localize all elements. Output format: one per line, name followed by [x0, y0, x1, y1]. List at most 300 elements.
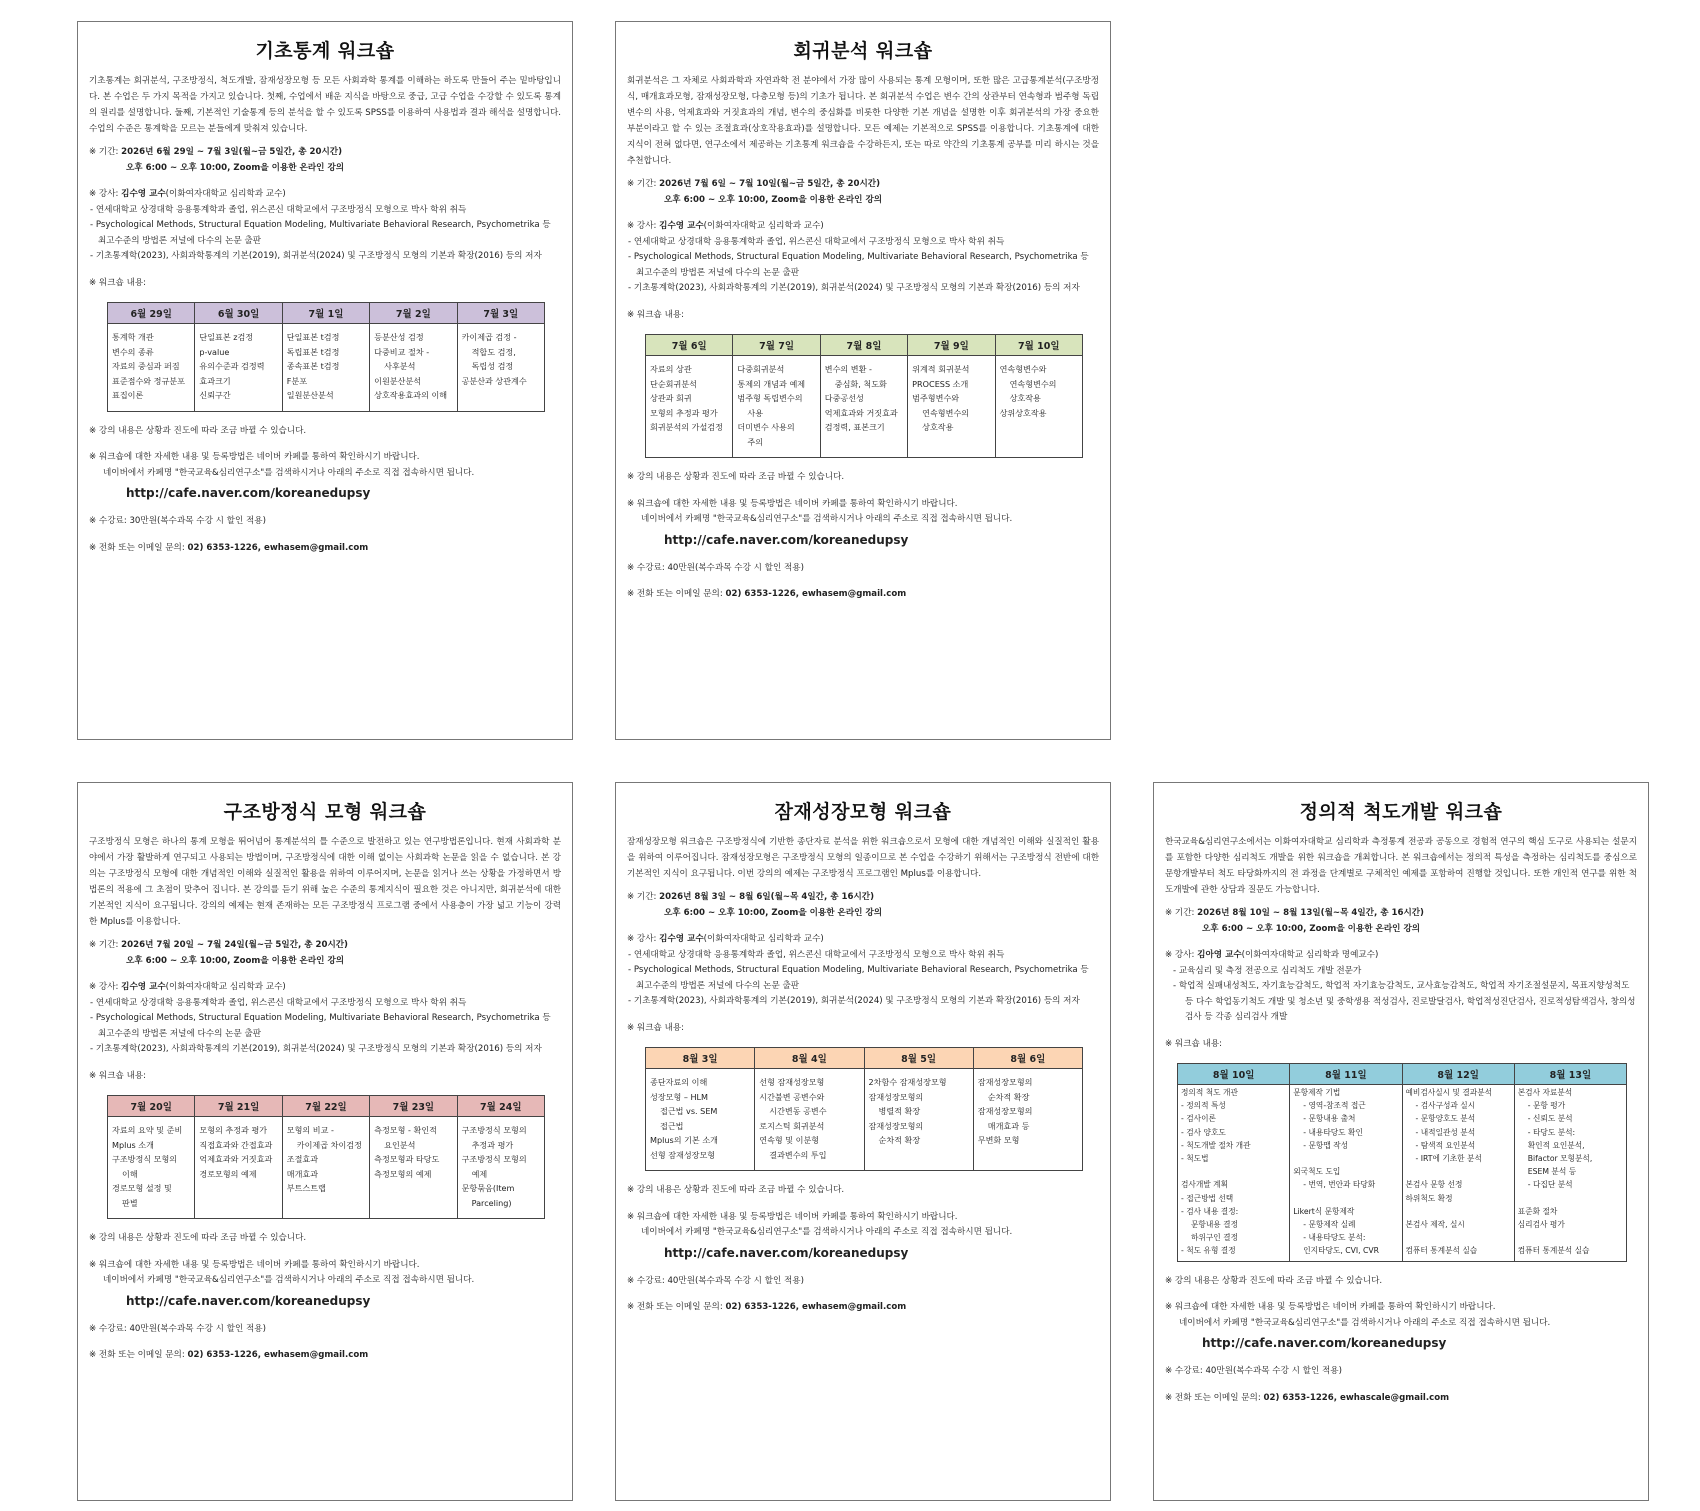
schedule-topic	[1293, 1192, 1398, 1205]
period-line	[89, 145, 561, 161]
registration-note-line1: ※ 워크숍에 대한 자세한 내용 및 등록방법은 네이버 카페를 통하여 확인하시기 바랍니다.	[627, 1211, 958, 1222]
schedule-cell	[733, 356, 820, 458]
cafe-url-link[interactable]: http://cafe.naver.com/koreanedupsy	[1202, 1336, 1447, 1351]
schedule-cell	[973, 1069, 1082, 1171]
schedule-topic: 컴퓨터 통계분석 실습	[1517, 1246, 1590, 1256]
schedule-day-header: 8월 3일	[646, 1048, 755, 1069]
bio-item: - 연세대학교 상경대학 응용통계학과 졸업, 위스콘신 대학교에서 구조방정식 모형으로 박사 학위 취득	[90, 997, 467, 1008]
lecturer-affiliation: (이화여자대학교 심리학과 교수)	[165, 982, 286, 992]
schedule-cell	[370, 324, 457, 412]
schedule-topic: 문항묶음(Item	[461, 1183, 515, 1193]
time-value: 오후 6:00 ~ 오후 10:00, Zoom을 이용한 온라인 강의	[126, 162, 345, 173]
schedule-topic: 경로모형의 예제	[199, 1168, 257, 1179]
lecturer-affiliation: (이화여자대학교 심리학과 명예교수)	[1241, 950, 1379, 960]
registration-note-line2: 네이버에서 카페명 "한국교육&심리연구소"를 검색하시거나 아래의 주소로 직접 접속하시면 됩니다.	[103, 1275, 475, 1285]
schedule-topic: 잠재성장모형의	[868, 1120, 924, 1131]
fee-note: ※ 수강료: 40만원(복수과목 수강 시 할인 적용)	[1165, 1366, 1342, 1377]
content-label: ※ 워크숍 내용:	[627, 1022, 685, 1033]
lecturer-affiliation: (이화여자대학교 심리학과 교수)	[165, 189, 286, 199]
registration-note-line2: 네이버에서 카페명 "한국교육&심리연구소"를 검색하시거나 아래의 주소로 직접 접속하시면 됩니다.	[1179, 1317, 1551, 1328]
schedule-topic: - 문항 평가	[1527, 1101, 1566, 1111]
schedule-topic: 모형의 비교 -	[286, 1125, 334, 1135]
registration-note	[627, 1210, 1099, 1263]
schedule-topic: - 내적일관성 분석	[1415, 1127, 1476, 1137]
schedule-topic: - 검사이론	[1181, 1114, 1216, 1124]
time-value: 오후 6:00 ~ 오후 10:00, Zoom을 이용한 온라인 강의	[664, 194, 883, 205]
schedule-cell	[457, 1117, 544, 1219]
schedule-change-note: ※ 강의 내용은 상황과 진도에 따라 조금 바뀔 수 있습니다.	[627, 1185, 845, 1195]
schedule-topic: 측정모형과 타당도	[374, 1154, 440, 1164]
schedule-topic: 억제효과와 거짓효과	[199, 1154, 273, 1164]
bio-item: - 기초통계학(2023), 사회과학통계의 기본(2019), 회귀분석(2024) 및 구조방정식 모형의 기본과 확장(2016) 등의 저자	[90, 1044, 542, 1054]
schedule-topic: - 척도법	[1181, 1154, 1209, 1164]
bio-item: - 학업적 실패내성척도, 자기효능감척도, 학업적 자기효능감척도, 교사효능감척도, 학업적 자기조절설문지, 목표지향성척도 등 다수 학업동기척도 개발 및 청소년 및 중학생용 적성검사, 진로발달검사, 학업적성진단검사, 진로적성탐색검사, 창의성검사 등 각종 심리검사 개발	[1173, 981, 1636, 1022]
schedule-topic: 2차함수 잠재성장모형	[868, 1077, 947, 1087]
lecturer-name: 김수영 교수	[121, 189, 166, 199]
schedule-change-note: ※ 강의 내용은 상황과 진도에 따라 조금 바뀔 수 있습니다.	[627, 472, 845, 482]
schedule-topic: 요인분석	[384, 1139, 416, 1150]
schedule-topic: Mplus의 기본 소개	[650, 1135, 718, 1145]
schedule-day-header: 7월 10일	[995, 335, 1082, 356]
schedule-topic: 본검사 제작, 실시	[1405, 1220, 1465, 1230]
schedule-day-header: 8월 12일	[1402, 1064, 1514, 1085]
contact-line	[89, 541, 561, 557]
schedule-topic: - 탐색적 요인분석	[1415, 1140, 1476, 1150]
schedule-topic: 자료의 중심과 퍼짐	[112, 361, 180, 371]
schedule-topic: 유의수준과 검정력	[199, 361, 265, 371]
lecturer-section	[627, 932, 1099, 1010]
schedule-topic: 사후분석	[384, 361, 416, 371]
schedule-topic: 단일표본 t검정	[286, 332, 340, 342]
schedule-topic: 상호작용효과의 이해	[374, 390, 448, 400]
schedule-table	[1177, 1063, 1627, 1262]
intro-paragraph: 회귀분석은 그 자체로 사회과학과 자연과학 전 분야에서 가장 많이 사용되는 통계 모형이며, 또한 많은 고급통계분석(구조방정식, 매개효과모형, 잠재성장모형, 다층모형 등)의 기초가 됩니다. 본 회귀분석 수업은 변수 간의 상관부터 연속형과 범주형 독립변수의 사용, 억제효과와 거짓효과의 개념, 변수의 중심화를 비롯한 다양한 기본 개념을 설명한 이후 회귀분석의 가장 중요한 부분이라고 할 수 있는 조절효과(상호작용효과)를 설명합니다. 모든 예제는 기본적으로 SPSS를 이용합니다. 기초통계에 대한 지식이 전혀 없다면, 연구소에서 제공하는 기초통계 워크숍을 수강하든지, 또는 따로 약간의 기초통계 공부를 미리 하시는 것을 추천합니다.	[627, 76, 1099, 166]
schedule-topic: 중심화, 척도화	[834, 378, 887, 389]
schedule-topic: 접근법 vs. SEM	[660, 1106, 718, 1116]
schedule-topic: 추정과 평가	[471, 1139, 514, 1150]
period-label: ※ 기간:	[627, 892, 660, 902]
schedule-topic: 측정모형의 예제	[374, 1168, 432, 1179]
schedule-topic: 변수의 변환 -	[824, 364, 872, 374]
schedule-day-header: 8월 4일	[755, 1048, 864, 1069]
lecturer-line	[89, 187, 561, 203]
contact-label: ※ 전화 또는 이메일 문의:	[627, 1302, 726, 1312]
schedule-day-header: 6월 29일	[108, 303, 195, 324]
schedule-topic: 시간불변 공변수와	[759, 1091, 825, 1102]
schedule-topic: 상관과 회귀	[650, 393, 692, 403]
period-value: 2026년 6월 29일 ~ 7월 3일(월~금 5일간, 총 20시간)	[121, 147, 343, 157]
lecturer-section	[627, 219, 1099, 297]
schedule-topic: 자료의 요약 및 준비	[112, 1125, 183, 1135]
schedule-topic: 자료의 상관	[650, 364, 692, 374]
schedule-topic: 일원분산분석	[286, 390, 334, 400]
schedule-topic: 순차적 확장	[987, 1091, 1030, 1102]
schedule-topic: 종단자료의 이해	[650, 1077, 708, 1087]
schedule-topic: 연속형변수의	[922, 407, 970, 418]
schedule-day-header: 7월 20일	[108, 1096, 195, 1117]
cafe-url-link[interactable]: http://cafe.naver.com/koreanedupsy	[664, 1245, 909, 1260]
schedule-day-header: 7월 23일	[370, 1096, 457, 1117]
schedule-topic: 본검사 문항 선정	[1405, 1180, 1463, 1190]
schedule-day-header: 7월 24일	[457, 1096, 544, 1117]
schedule-table	[107, 1095, 545, 1219]
contact-value[interactable]: 02) 6353-1226, ewhasem@gmail.com	[187, 542, 369, 553]
schedule-topic: 선형 잠재성장모형	[759, 1077, 825, 1087]
schedule-day-header: 8월 10일	[1178, 1064, 1290, 1085]
schedule-topic: 선형 잠재성장모형	[650, 1149, 716, 1160]
schedule-topic: - 문항맵 작성	[1303, 1140, 1349, 1150]
lecturer-section	[1165, 948, 1637, 1026]
schedule-topic: 성장모형 – HLM	[650, 1091, 709, 1102]
schedule-topic: 단일표본 z검정	[199, 332, 254, 342]
flyer-page	[615, 21, 1111, 740]
schedule-day-header: 7월 21일	[195, 1096, 282, 1117]
schedule-topic: 측정모형 - 확인적	[374, 1125, 437, 1135]
schedule-topic: - 다집단 분석	[1527, 1180, 1573, 1190]
schedule-topic: 확인적 요인분석,	[1527, 1140, 1585, 1150]
lecturer-label: ※ 강사:	[1165, 950, 1198, 960]
lecturer-name: 김수영 교수	[659, 934, 704, 944]
schedule-topic	[1518, 1192, 1623, 1205]
registration-note	[89, 1258, 561, 1311]
schedule-topic: - 척도개발 절차 개관	[1181, 1140, 1251, 1150]
schedule-topic: 모형의 추정과 평가	[199, 1125, 268, 1135]
schedule-topic: 외국척도 도입	[1293, 1167, 1341, 1177]
schedule-topic: 공분산과 상관계수	[461, 375, 527, 386]
contact-line	[1165, 1391, 1637, 1407]
lecturer-line	[627, 932, 1099, 948]
schedule-topic: Bifactor 모형분석,	[1527, 1154, 1593, 1164]
contact-value[interactable]: 02) 6353-1226, ewhasem@gmail.com	[187, 1350, 369, 1360]
schedule-cell	[1178, 1085, 1290, 1262]
schedule-topic: 접근법	[660, 1120, 684, 1131]
schedule-cell	[195, 324, 282, 412]
schedule-topic: 검사개발 계획	[1181, 1180, 1229, 1190]
bio-item: - 교육심리 및 측정 전공으로 심리척도 개발 전문가	[1173, 965, 1362, 976]
schedule-table	[645, 1047, 1083, 1171]
registration-note-line2: 네이버에서 카페명 "한국교육&심리연구소"를 검색하시거나 아래의 주소로 직접 접속하시면 됩니다.	[641, 514, 1013, 524]
period-label: ※ 기간:	[89, 147, 122, 157]
registration-note	[89, 450, 561, 503]
contact-value[interactable]: 02) 6353-1226, ewhasem@gmail.com	[725, 1302, 907, 1312]
schedule-cell	[282, 1117, 369, 1219]
schedule-topic: 조절효과	[286, 1154, 319, 1164]
schedule-topic: 구조방정식 모형의	[112, 1154, 178, 1164]
schedule-topic: Parceling)	[471, 1197, 512, 1208]
lecturer-line	[627, 219, 1099, 235]
fee-note: ※ 수강료: 40만원(복수과목 수강 시 할인 적용)	[627, 562, 804, 573]
contact-line	[627, 1300, 1099, 1316]
time-value: 오후 6:00 ~ 오후 10:00, Zoom을 이용한 온라인 강의	[1202, 923, 1421, 934]
page-title: 정의적 척도개발 워크숍	[1299, 801, 1503, 823]
lecturer-name: 김아영 교수	[1197, 950, 1242, 960]
schedule-topic: 표집이론	[112, 390, 144, 400]
schedule-topic: - 내용타당도 확인	[1303, 1127, 1363, 1137]
schedule-topic: - 문항제작 실례	[1303, 1220, 1356, 1230]
schedule-cell	[646, 356, 733, 458]
schedule-topic: - 문항내용 출처	[1303, 1114, 1356, 1124]
schedule-cell	[282, 324, 369, 412]
schedule-topic: - 문항양호도 분석	[1415, 1114, 1476, 1124]
schedule-topic: Mplus 소개	[112, 1139, 154, 1150]
period-value: 2026년 7월 6일 ~ 7월 10일(월~금 5일간, 총 20시간)	[659, 179, 881, 189]
schedule-topic: 매개효과	[286, 1168, 319, 1179]
bio-item: - 연세대학교 상경대학 응용통계학과 졸업, 위스콘신 대학교에서 구조방정식 모형으로 박사 학위 취득	[90, 204, 467, 215]
schedule-topic: 등분산성 검정	[374, 332, 424, 342]
schedule-topic: 로지스틱 회귀분석	[759, 1120, 825, 1131]
schedule-topic: - 척도 유형 결정	[1181, 1246, 1236, 1256]
schedule-cell	[195, 1117, 282, 1219]
registration-note-line1: ※ 워크숍에 대한 자세한 내용 및 등록방법은 네이버 카페를 통하여 확인하시기 바랍니다.	[627, 498, 958, 509]
schedule-topic: 판별	[122, 1197, 138, 1208]
lecturer-label: ※ 강사:	[89, 189, 122, 199]
period-line	[89, 938, 561, 954]
lecturer-line	[89, 980, 561, 996]
schedule-cell	[864, 1069, 973, 1171]
schedule-topic: 경로모형 설정 및	[112, 1183, 172, 1193]
schedule-topic: 범주형 독립변수의	[737, 393, 803, 403]
schedule-topic: 문항내용 결정	[1191, 1220, 1239, 1230]
schedule-day-header: 8월 5일	[864, 1048, 973, 1069]
lecturer-label: ※ 강사:	[89, 982, 122, 992]
schedule-cell	[646, 1069, 755, 1171]
fee-note: ※ 수강료: 40만원(복수과목 수강 시 할인 적용)	[89, 1323, 266, 1334]
bio-item: - 연세대학교 상경대학 응용통계학과 졸업, 위스콘신 대학교에서 구조방정식 모형으로 박사 학위 취득	[628, 236, 1005, 247]
intro-paragraph: 잠재성장모형 워크숍은 구조방정식에 기반한 종단자료 분석을 위한 워크숍으로서 모형에 대한 개념적인 이해와 실질적인 활용을 위하여 이루어집니다. 잠재성장모형은 구조방정식 모형의 일종이므로 본 수업을 수강하기 위해서는 구조방정식 전반에 대한 기본적인 지식이 요구됩니다. 이번 강의의 예제는 구조방정식 프로그램인 Mplus를 이용합니다.	[627, 837, 1099, 879]
schedule-day-header: 7월 1일	[282, 303, 369, 324]
period-line	[627, 177, 1099, 193]
lecturer-label: ※ 강사:	[627, 934, 660, 944]
bio-item: - 기초통계학(2023), 사회과학통계의 기본(2019), 회귀분석(2024) 및 구조방정식 모형의 기본과 확장(2016) 등의 저자	[90, 251, 542, 261]
time-value: 오후 6:00 ~ 오후 10:00, Zoom을 이용한 온라인 강의	[126, 955, 345, 966]
schedule-topic: 시간변동 공변수	[769, 1106, 827, 1116]
schedule-topic: 컴퓨터 통계분석 실습	[1405, 1246, 1478, 1256]
schedule-topic: 예비검사실시 및 결과분석	[1405, 1088, 1493, 1097]
schedule-topic: - 검사 내용 결정:	[1181, 1206, 1239, 1216]
contact-label: ※ 전화 또는 이메일 문의:	[89, 1350, 188, 1360]
schedule-cell	[908, 356, 995, 458]
intro-paragraph: 한국교육&심리연구소에서는 이화여자대학교 심리학과 측정통계 전공과 공동으로 경험적 연구의 핵심 도구로 사용되는 설문지를 포함한 다양한 심리척도 개발을 위한 워크숍을 개최합니다. 본 워크숍에서는 정의적 특성을 측정하는 심리척도를 중심으로 문항개발부터 척도 타당화까지의 전 과정을 단계별로 구체적인 예제를 포함하여 진행할 것입니다. 또한 개인적 연구를 위한 척도개발에 관한 상담과 질문도 가능합니다.	[1165, 837, 1637, 895]
schedule-day-header: 8월 6일	[973, 1048, 1082, 1069]
schedule-topic: p-value	[199, 346, 230, 357]
registration-note-line1: ※ 워크숍에 대한 자세한 내용 및 등록방법은 네이버 카페를 통하여 확인하시기 바랍니다.	[89, 1259, 420, 1270]
period-label: ※ 기간:	[627, 179, 660, 189]
schedule-day-header: 6월 30일	[195, 303, 282, 324]
schedule-topic: 잠재성장모형의	[977, 1106, 1033, 1116]
schedule-topic: 다중회귀분석	[737, 364, 785, 374]
page-title: 기초통계 워크숍	[255, 40, 395, 62]
content-label: ※ 워크숍 내용:	[1165, 1038, 1223, 1049]
content-label: ※ 워크숍 내용:	[89, 277, 147, 288]
fee-note: ※ 수강료: 40만원(복수과목 수강 시 할인 적용)	[627, 1275, 804, 1286]
schedule-topic: ESEM 분석 등	[1527, 1167, 1577, 1177]
schedule-topic: 연속형 및 이분형	[759, 1135, 820, 1145]
schedule-topic: 주의	[747, 436, 764, 447]
schedule-cell	[108, 1117, 195, 1219]
lecturer-affiliation: (이화여자대학교 심리학과 교수)	[703, 221, 824, 231]
registration-note-line1: ※ 워크숍에 대한 자세한 내용 및 등록방법은 네이버 카페를 통하여 확인하시기 바랍니다.	[89, 452, 420, 462]
schedule-change-note: ※ 강의 내용은 상황과 진도에 따라 조금 바뀔 수 있습니다.	[89, 425, 307, 436]
schedule-cell	[457, 324, 544, 412]
schedule-topic: Likert식 문항제작	[1293, 1206, 1355, 1216]
schedule-topic: - 정의적 특성	[1181, 1101, 1226, 1111]
schedule-topic: 위계적 회귀분석	[912, 364, 970, 374]
period-section	[89, 938, 561, 969]
flyer-page	[615, 782, 1111, 1501]
schedule-topic: 단순회귀분석	[650, 378, 697, 389]
schedule-topic	[1406, 1165, 1511, 1178]
period-value: 2026년 7월 20일 ~ 7월 24일(월~금 5일간, 총 20시간)	[121, 940, 348, 950]
schedule-topic: 순차적 확장	[878, 1135, 921, 1145]
schedule-cell	[1290, 1085, 1402, 1262]
schedule-topic: 카이제곱 차이검정	[296, 1139, 362, 1150]
schedule-topic: - 번역, 번안과 타당화	[1303, 1180, 1376, 1190]
schedule-change-note: ※ 강의 내용은 상황과 진도에 따라 조금 바뀔 수 있습니다.	[89, 1233, 307, 1243]
schedule-day-header: 7월 7일	[733, 335, 820, 356]
bio-item: - Psychological Methods, Structural Equation Modeling, Multivariate Behavioral Research, Psychometrika 등 최고수준의 방법론 저널에 다수의 논문 출판	[90, 220, 551, 246]
page-title: 회귀분석 워크숍	[793, 40, 933, 62]
cafe-url-link[interactable]: http://cafe.naver.com/koreanedupsy	[126, 486, 371, 500]
intro-paragraph: 구조방정식 모형은 하나의 통계 모형을 뛰어넘어 통계분석의 틀 수준으로 발전하고 있는 연구방법론입니다. 현재 사회과학 분야에서 가장 활발하게 연구되고 사용되는 방법이며, 구조방정식에 대한 이해 없이는 사회과학 논문을 읽을 수 없습니다. 본 강의는 구조방정식 모형에 대한 개념적인 이해와 실질적인 활용을 위하여 이루어지며, 논문을 읽거나 쓰는 상황을 가정하면서 방법론의 적용에 그 초점이 맞추어 집니다. 본 강의를 듣기 위해 높은 수준의 통계지식이 필요한 것은 아니지만, 회귀분석에 대한 기본적인 지식이 요구됩니다. 강의의 예제는 현재 존재하는 모든 구조방정식 프로그램 중에서 사용층이 가장 넓고 기능이 강력한 Mplus를 이용합니다.	[89, 837, 561, 927]
schedule-topic	[1406, 1205, 1511, 1218]
bio-item: - Psychological Methods, Structural Equation Modeling, Multivariate Behavioral Research, Psychometrika 등 최고수준의 방법론 저널에 다수의 논문 출판	[90, 1013, 551, 1039]
fee-note: ※ 수강료: 30만원(복수과목 수강 시 할인 적용)	[89, 516, 266, 526]
schedule-topic	[1406, 1231, 1511, 1244]
schedule-topic: F분포	[286, 375, 308, 386]
schedule-topic: 예제	[471, 1168, 488, 1179]
content-label: ※ 워크숍 내용:	[89, 1070, 147, 1081]
schedule-topic: 하위척도 확정	[1405, 1193, 1453, 1203]
schedule-topic: - 타당도 분석:	[1527, 1127, 1576, 1137]
lecturer-name: 김수영 교수	[659, 221, 704, 231]
schedule-topic: 잠재성장모형의	[868, 1091, 924, 1102]
schedule-topic: 상위상호작용	[999, 407, 1047, 418]
contact-line	[627, 587, 1099, 603]
schedule-day-header: 8월 13일	[1514, 1064, 1626, 1085]
schedule-topic	[1293, 1152, 1398, 1165]
registration-note	[1165, 1300, 1637, 1353]
lecturer-section	[89, 187, 561, 265]
schedule-topic: 더미변수 사용의	[737, 422, 795, 432]
page-title: 구조방정식 모형 워크숍	[223, 801, 427, 823]
lecturer-name: 김수영 교수	[121, 982, 166, 992]
schedule-topic: 구조방정식 모형의	[461, 1154, 527, 1164]
schedule-topic: 연속형변수와	[999, 364, 1047, 374]
period-value: 2026년 8월 3일 ~ 8월 6일(월~목 4일간, 총 16시간)	[659, 892, 875, 902]
schedule-topic: 연속형변수의	[1009, 378, 1057, 389]
period-section	[627, 890, 1099, 921]
schedule-topic: 결과변수의 투입	[769, 1149, 827, 1160]
schedule-topic: 하위구인 결정	[1191, 1233, 1239, 1243]
lecturer-section	[89, 980, 561, 1058]
schedule-topic: 문항제작 기법	[1293, 1088, 1341, 1097]
schedule-topic: 회귀분석의 가설검정	[650, 422, 723, 432]
schedule-topic: 직접효과와 간접효과	[199, 1139, 273, 1150]
schedule-topic: 부트스트랩	[286, 1183, 326, 1193]
schedule-day-header: 7월 2일	[370, 303, 457, 324]
period-line	[1165, 906, 1637, 922]
contact-value[interactable]: 02) 6353-1226, ewhascale@gmail.com	[1263, 1392, 1450, 1403]
schedule-topic	[1518, 1231, 1623, 1244]
schedule-topic: 표준화 절차	[1517, 1206, 1558, 1216]
period-value: 2026년 8월 10일 ~ 8월 13일(월~목 4일간, 총 16시간)	[1197, 908, 1424, 918]
lecturer-line	[1165, 948, 1637, 964]
cafe-url-link[interactable]: http://cafe.naver.com/koreanedupsy	[664, 532, 909, 547]
schedule-change-note: ※ 강의 내용은 상황과 진도에 따라 조금 바뀔 수 있습니다.	[1165, 1275, 1383, 1286]
schedule-topic: - IRT에 기초한 분석	[1415, 1154, 1482, 1164]
schedule-topic	[1181, 1165, 1286, 1178]
schedule-topic: 본검사 자료분석	[1517, 1088, 1573, 1097]
schedule-topic: PROCESS 소개	[912, 378, 969, 389]
schedule-cell	[755, 1069, 864, 1171]
lecturer-label: ※ 강사:	[627, 221, 660, 231]
schedule-topic: 무변화 모형	[977, 1135, 1020, 1145]
schedule-cell	[820, 356, 907, 458]
schedule-day-header: 8월 11일	[1290, 1064, 1402, 1085]
schedule-topic: 검정력, 표본크기	[824, 422, 885, 432]
contact-line	[89, 1348, 561, 1364]
contact-value[interactable]: 02) 6353-1226, ewhasem@gmail.com	[725, 589, 907, 599]
schedule-topic: 카이제곱 검정 -	[461, 332, 517, 342]
schedule-topic: 심리검사 평가	[1517, 1220, 1565, 1230]
schedule-cell	[1514, 1085, 1626, 1262]
schedule-topic: 이원분산분석	[374, 375, 422, 386]
bio-item: - 기초통계학(2023), 사회과학통계의 기본(2019), 회귀분석(2024) 및 구조방정식 모형의 기본과 확장(2016) 등의 저자	[628, 283, 1080, 293]
schedule-topic: 이해	[122, 1168, 138, 1179]
schedule-topic: 병렬적 확장	[878, 1106, 921, 1116]
period-label: ※ 기간:	[89, 940, 122, 950]
period-section	[1165, 906, 1637, 937]
bio-item: - Psychological Methods, Structural Equation Modeling, Multivariate Behavioral Research, Psychometrika 등 최고수준의 방법론 저널에 다수의 논문 출판	[628, 252, 1089, 278]
bio-item: - 연세대학교 상경대학 응용통계학과 졸업, 위스콘신 대학교에서 구조방정식 모형으로 박사 학위 취득	[628, 949, 1005, 960]
registration-note	[627, 497, 1099, 550]
schedule-topic: 인지타당도, CVI, CVR	[1303, 1246, 1380, 1256]
schedule-topic: - 접근방법 선택	[1181, 1193, 1234, 1203]
schedule-cell	[1402, 1085, 1514, 1262]
schedule-topic: 잠재성장모형의	[977, 1077, 1033, 1087]
schedule-topic: 변수의 종류	[112, 346, 154, 357]
bio-item: - 기초통계학(2023), 사회과학통계의 기본(2019), 회귀분석(2024) 및 구조방정식 모형의 기본과 확장(2016) 등의 저자	[628, 996, 1080, 1006]
schedule-day-header: 7월 6일	[646, 335, 733, 356]
contact-label: ※ 전화 또는 이메일 문의:	[627, 589, 726, 599]
registration-note-line1: ※ 워크숍에 대한 자세한 내용 및 등록방법은 네이버 카페를 통하여 확인하시기 바랍니다.	[1165, 1302, 1496, 1313]
schedule-day-header: 7월 3일	[457, 303, 544, 324]
schedule-topic: 구조방정식 모형의	[461, 1125, 527, 1135]
registration-note-line2: 네이버에서 카페명 "한국교육&심리연구소"를 검색하시거나 아래의 주소로 직접 접속하시면 됩니다.	[103, 467, 475, 478]
schedule-topic: 종속표본 t검정	[286, 361, 340, 371]
period-section	[89, 145, 561, 176]
period-line	[627, 890, 1099, 906]
schedule-topic: - 영역-참조적 접근	[1303, 1101, 1366, 1111]
schedule-topic: 다중공선성	[824, 393, 864, 403]
schedule-table	[645, 334, 1083, 458]
contact-label: ※ 전화 또는 이메일 문의:	[89, 542, 188, 553]
schedule-table	[107, 302, 545, 412]
schedule-topic: 억제효과와 거짓효과	[824, 407, 898, 418]
schedule-topic: 정의적 척도 개관	[1181, 1088, 1238, 1097]
schedule-topic: 범주형변수와	[912, 393, 960, 403]
schedule-topic: - 신뢰도 분석	[1527, 1114, 1573, 1124]
contact-label: ※ 전화 또는 이메일 문의:	[1165, 1392, 1264, 1403]
schedule-topic: 매개효과 등	[987, 1120, 1030, 1131]
schedule-topic: 독립성 검정	[471, 361, 514, 371]
period-label: ※ 기간:	[1165, 908, 1198, 918]
schedule-topic: 모형의 추정과 평가	[650, 407, 718, 418]
cafe-url-link[interactable]: http://cafe.naver.com/koreanedupsy	[126, 1293, 371, 1308]
schedule-topic: 신뢰구간	[199, 390, 231, 400]
page-title: 잠재성장모형 워크숍	[774, 801, 952, 823]
flyer-page	[77, 782, 573, 1501]
